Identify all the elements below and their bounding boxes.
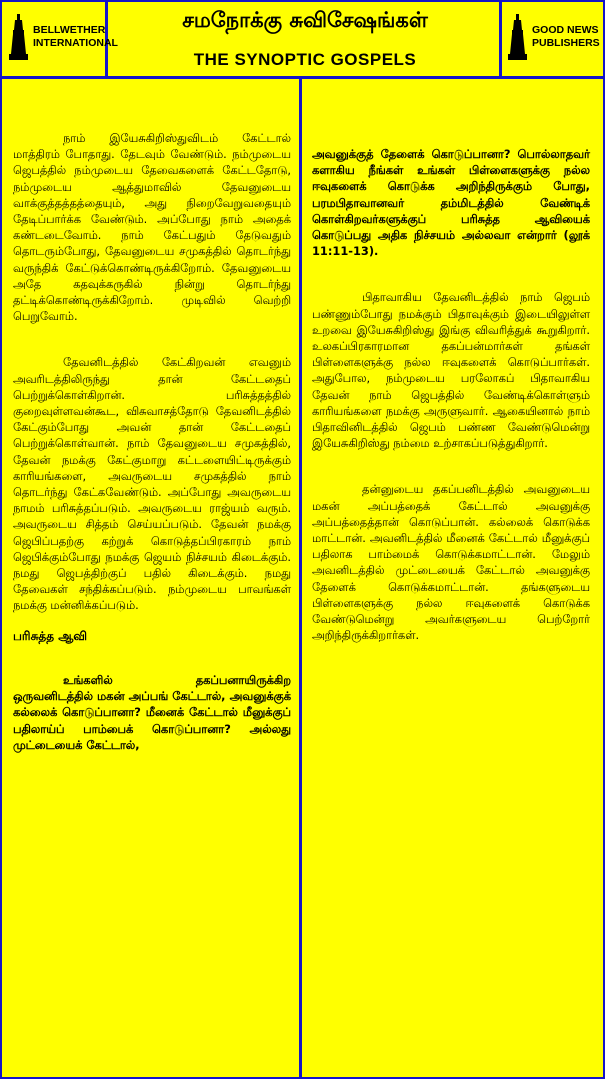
right-paragraph-3: தன்னுடைய தகப்பனிடத்தில் அவனுடைய மகன் அப்பத்தைக் கேட்டால் அவனுக்கு அப்பத்தைத்தான் கொடுப்பான். கல்லைக் கொடுக்க மாட்டான். அவனிடத்தில் மீனைக் கேட்டால் மீனுக்குப் பதிலாக பாம்மைக் கொடுக்கமாட்டான். மேலும் அவனிடத்தில் முட்டையைக் கேட்டால் அவனுக்கு தேளைக் கொடுக்கமாட்டான். தங்களுடைய பிள்ளைகளுக்கு நல்ல ஈவுகளைக் கொடுக்க வேண்டுமென்று அவர்களுடைய பெற்றோர் அறிந்திருக்கிறார்கள். [312, 482, 590, 643]
left-paragraph-2: தேவனிடத்தில் கேட்கிறவன் எவனும் அவரிடத்திலிருந்து தான் கேட்டதைப் பெற்றுக்கொள்கிறான். பரிசுத்தத்தில் குறைவுள்ளவன்கூட, விசுவாசத்தோடு தேவனிடத்தில் கேட்கும்போது அவன் தான் கேட்டதைப் பெற்றுக்கொள்வான். நாம் தேவனுடைய சமுகத்தில், தேவன் நமக்கு கேட்குமாறு கட்டளையிட்டிருக்கும் காரியங்களை, அவருடைய சமுகத்தில் நாம் தொடர்ந்து கேட்கவேண்டும். அப்போது அவருடைய நாமம் பரிசுத்தப்படும். அவருடைய ராஜ்யம் வரும். அவருடைய சித்தம் செய்யப்படும். தேவன் நமக்கு ஜெபிப்பதற்கு கற்றுக் கொடுத்தப்பிரகாரம் நாம் ஜெபிக்கும்போது நமக்கு ஜெயம் நிச்சயம் கிடைக்கும். நமது ஜெபத்திற்குப் பதில் கிடைக்கும். நமது தேவைகள் சந்திக்கப்படும். நம்முடைய பாவங்கள் நமக்கு மன்னிக்கப்படும். [13, 355, 291, 613]
page-title-english: THE SYNOPTIC GOSPELS [193, 50, 417, 69]
left-logo-line1: BELLWETHER [33, 24, 106, 36]
left-paragraph-3: உங்களில் தகப்பனாயிருக்கிற ஒருவனிடத்தில் மகன் அப்பங் கேட்டால், அவனுக்குக் கல்லைக் கொடுப்பானா? மீனைக் கேட்டால் மீனுக்குப் பதிலாய்ப் பாம்பைக் கொடுப்பானா? அல்லது முட்டையைக் கேட்டால், [13, 672, 291, 752]
left-paragraph-1: நாம் இயேசுகிறிஸ்துவிடம் கேட்டால் மாத்திரம் போதாது. தேடவும் வேண்டும். நம்முடைய ஜெபத்தில் நம்முடைய தேவைகளைக் கேட்டதோடு, நம்முடைய ஆத்துமாவில் தேவனுடைய வாக்குத்தத்தத்தையும், அது நிறைவேறுவதையும் தேடிப்பார்க்க வேண்டும். அப்போது நாம் அதைக் கண்டடைவோம். நாம் கேட்பதும் தேடுவதும் தொடரும்போது, தேவனுடைய சமுகத்தில் தொடர்ந்து வருந்திக் கேட்டுக்கொண்டிருக்கிறோம். தேவனுடைய அதே கதவுக்கருகில் நின்று தொடர்ந்து தட்டிக்கொண்டிருக்கிறோம். முடிவில் வெற்றி பெறுவோம். [13, 131, 291, 324]
left-logo-line2: INTERNATIONAL [33, 37, 118, 49]
right-paragraph-2: பிதாவாகிய தேவனிடத்தில் நாம் ஜெபம் பண்ணும்போது நமக்கும் பிதாவுக்கும் இடையிலுள்ள உறவை இயேசுகிறிஸ்து இங்கு விவரித்துக் கூறுகிறார். உலகப்பிரகாரமான தகப்பன்மார்கள் தங்கள் பிள்ளைகளுக்கு நல்ல ஈவுகளைக் கொடுப்பார்கள். அதுபோல, நம்முடைய பரலோகப் பிதாவாகிய தேவன் நாம் ஜெபத்தில் வேண்டிக்கொள்ளும் காரியங்களை நமக்கு அருளுவார். ஆகையினால் நாம் பிதாவினிடத்தில் ஜெபம் பண்ண வேண்டுமென்று இயேசுகிறிஸ்து நம்மை உற்சாகப்படுத்துகிறார். [312, 290, 590, 451]
right-logo-line1: GOOD NEWS [532, 24, 599, 36]
tower-icon [8, 14, 30, 60]
column-divider [299, 77, 302, 1077]
page-title-tamil: சமநோக்கு சுவிசேஷங்கள் [182, 8, 428, 32]
good-news-logo [507, 14, 600, 60]
section-heading-holy-spirit: பரிசுத்த ஆவி [13, 628, 88, 643]
header-bottom-rule [0, 76, 605, 79]
tower-icon [507, 14, 529, 60]
left-column [13, 130, 291, 753]
bellwether-logo [8, 14, 118, 60]
right-logo-line2: PUBLISHERS [532, 37, 600, 49]
right-paragraph-1: அவனுக்குத் தேளைக் கொடுப்பானா? பொல்லாதவர் களாகிய நீங்கள் உங்கள் பிள்ளைகளுக்கு நல்ல ஈவுகளைக் கொடுக்க அறிந்திருக்கும் போது, பரமபிதாவானவர் தம்மிடத்தில் வேண்டிக் கொள்கிறவர்களுக்குப் பரிசுத்த ஆவியைக் கொடுப்பது அதிக நிச்சயம் அல்லவா என்றார் (லூக் 11:11-13). [312, 147, 590, 259]
right-column [312, 146, 590, 643]
